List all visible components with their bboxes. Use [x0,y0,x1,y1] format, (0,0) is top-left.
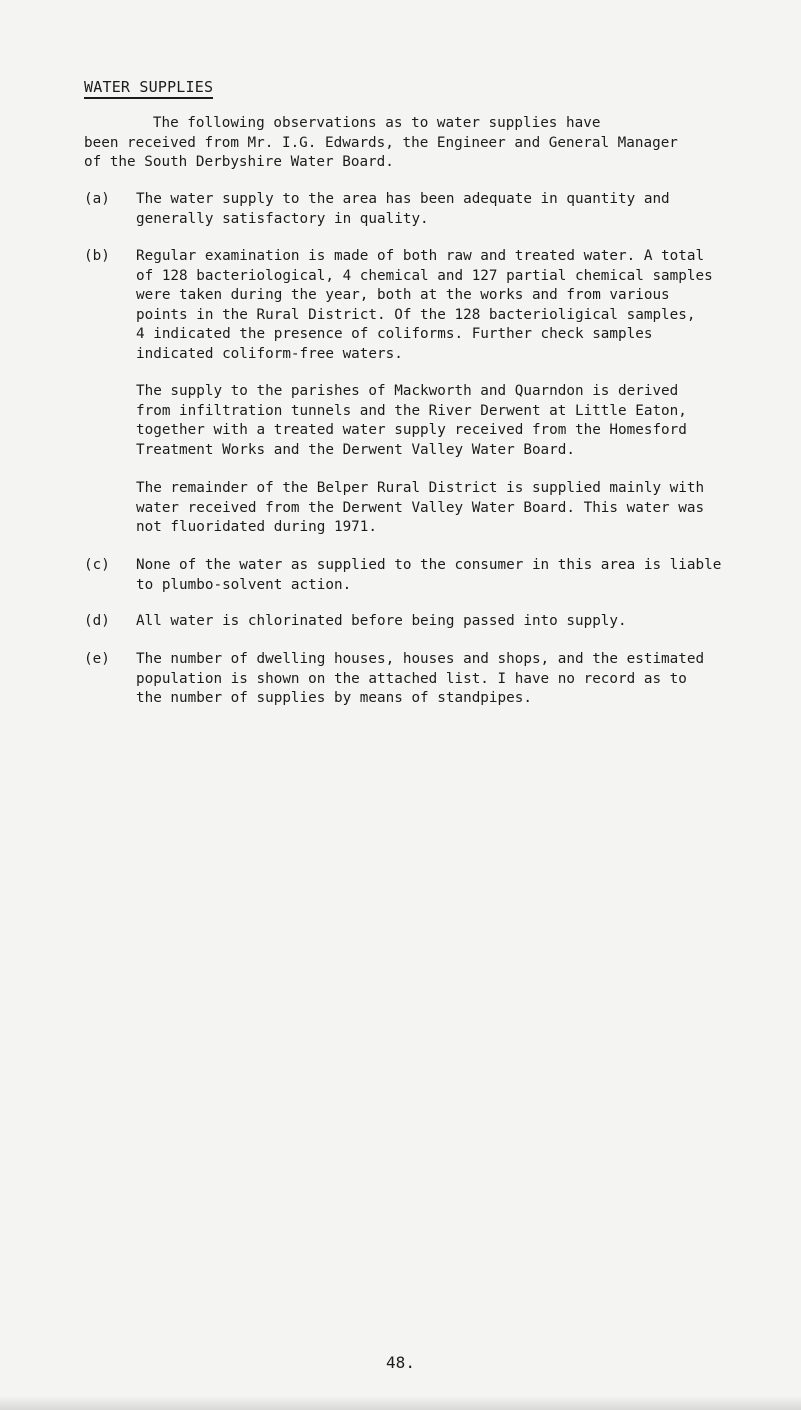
item-label-c: (c) [84,557,110,573]
item-label-b: (b) [84,248,110,264]
item-label-a: (a) [84,191,110,207]
intro-paragraph: The following observations as to water supplies have been received from Mr. I.G. Edwards, the Engineer and General Manager of the South Derbyshire Water Board. [84,115,678,170]
paragraph-mackworth-quarndon: The supply to the parishes of Mackworth and Quarndon is derived from infiltration tunnels and the River Derwent at Little Eaton, together with a treated water supply received from the Homesford Treatment Works and the Derwent Valley Water Board. [136,383,687,458]
item-text-a: The water supply to the area has been adequate in quantity and generally satisfactory in quality. [136,191,670,227]
page-edge-shadow [0,1396,801,1410]
item-text-c: None of the water as supplied to the consumer in this area is liable to plumbo-solvent action. [136,557,722,593]
item-text-d: All water is chlorinated before being passed into supply. [136,613,627,629]
section-heading: WATER SUPPLIES [84,78,213,99]
paragraph-remainder-belper: The remainder of the Belper Rural District is supplied mainly with water received from the Derwent Valley Water Board. This water was not fluoridated during 1971. [136,480,705,535]
page-number: 48. [386,1353,415,1372]
item-label-d: (d) [84,613,110,629]
item-text-e: The number of dwelling houses, houses and shops, and the estimated population is shown on the attached list. I have no record as to the number of supplies by means of standpipes. [136,651,705,706]
item-text-b: Regular examination is made of both raw and treated water. A total of 128 bacteriological, 4 chemical and 127 partial chemical samples were taken during the year, both at the works and from various points in the Rural District. Of the 128 bacterioligical samples, 4 indicated the presence of coliforms. Further check samples indicated coliform-free waters. [136,248,713,362]
item-label-e: (e) [84,651,110,667]
